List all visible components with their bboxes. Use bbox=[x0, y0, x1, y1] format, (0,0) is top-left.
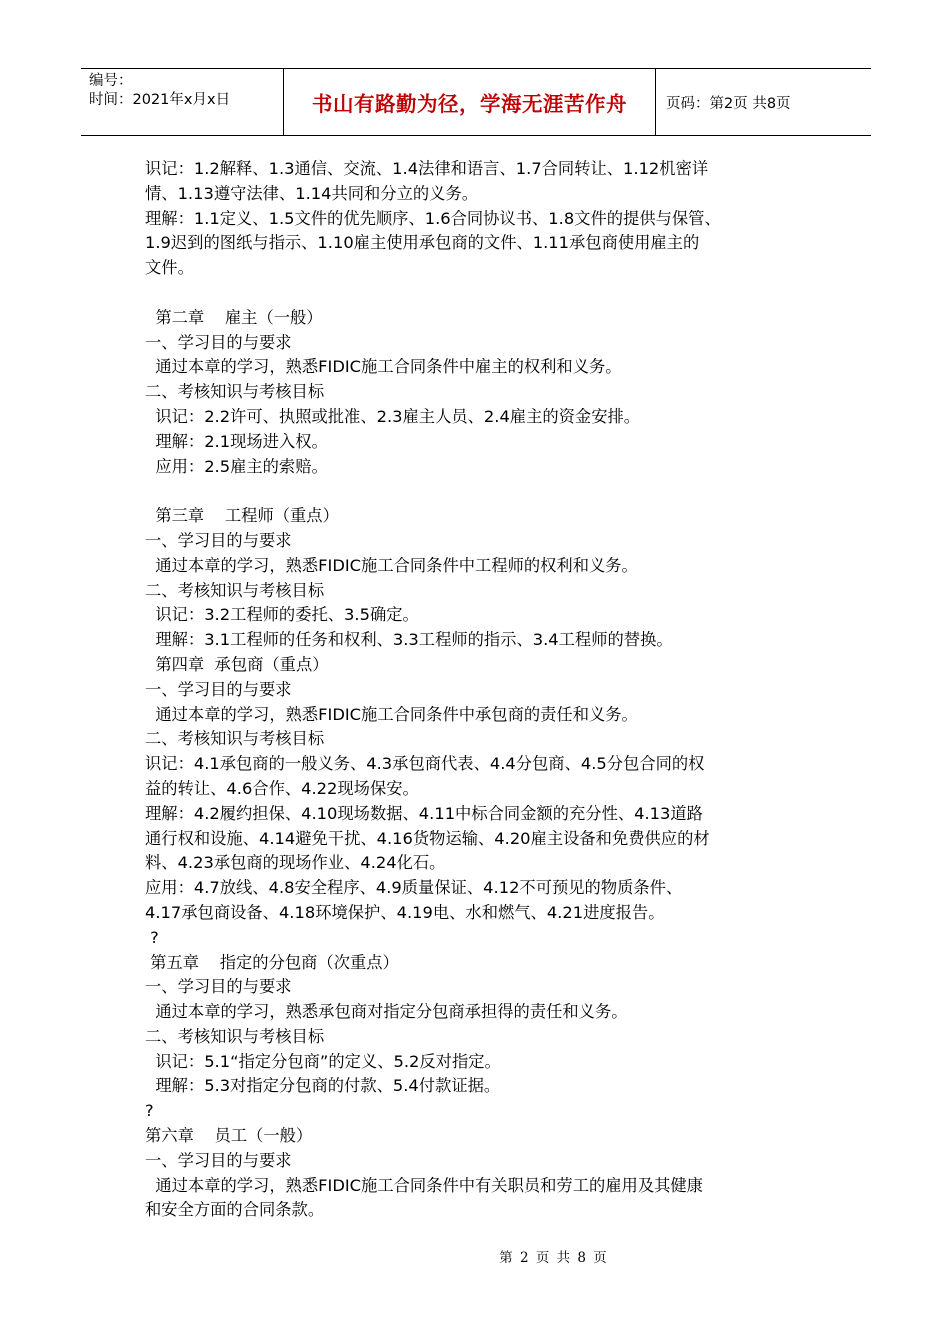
text-line: 第三章 工程师（重点） bbox=[145, 506, 339, 526]
header-page-cell bbox=[656, 69, 871, 135]
text-line: 识记：3.2工程师的委托、3.5确定。 bbox=[145, 605, 419, 625]
text-line: 4.17承包商设备、4.18环境保护、4.19电、水和燃气、4.21进度报告。 bbox=[145, 902, 665, 922]
text-line: 通过本章的学习，熟悉FIDIC施工合同条件中承包商的责任和义务。 bbox=[145, 704, 638, 724]
page-info: 页码：第2页 共8页 bbox=[666, 95, 791, 112]
text-line: 识记：2.2许可、执照或批准、2.3雇主人员、2.4雇主的资金安排。 bbox=[145, 406, 641, 426]
text-line: ? bbox=[145, 1101, 154, 1121]
footer-page-number: 第 2 页 共 8 页 bbox=[499, 1250, 607, 1266]
text-line: 二、考核知识与考核目标 bbox=[145, 729, 325, 749]
document-body bbox=[145, 157, 815, 1223]
text-line: 应用：2.5雇主的索赔。 bbox=[145, 456, 328, 476]
text-line: 第四章 承包商（重点） bbox=[145, 654, 329, 674]
text-line: 第六章 员工（一般） bbox=[145, 1126, 313, 1146]
text-line: 理解：4.2履约担保、4.10现场数据、4.11中标合同金额的充分性、4.13道路 bbox=[145, 803, 703, 823]
text-line: 文件。 bbox=[145, 258, 194, 278]
text-line: 第五章 指定的分包商（次重点） bbox=[145, 952, 399, 972]
text-line: 理解：1.1定义、1.5文件的优先顺序、1.6合同协议书、1.8文件的提供与保管、 bbox=[145, 208, 721, 228]
text-line: 识记：1.2解释、1.3通信、交流、1.4法律和语言、1.7合同转让、1.12机密详 bbox=[145, 159, 709, 178]
text-line: 应用：4.7放线、4.8安全程序、4.9质量保证、4.12不可预见的物质条件、 bbox=[145, 878, 683, 898]
text-line: 益的转让、4.6合作、4.22现场保安。 bbox=[145, 778, 419, 798]
text-line: 料、4.23承包商的现场作业、4.24化石。 bbox=[145, 853, 446, 873]
text-line: 一、学习目的与要求 bbox=[145, 332, 292, 352]
text-line: 一、学习目的与要求 bbox=[145, 679, 292, 699]
text-line: 二、考核知识与考核目标 bbox=[145, 1026, 325, 1046]
text-line: 一、学习目的与要求 bbox=[145, 530, 292, 550]
text-line: 识记：5.1“指定分包商”的定义、5.2反对指定。 bbox=[145, 1051, 501, 1071]
text-line: 通过本章的学习，熟悉FIDIC施工合同条件中雇主的权利和义务。 bbox=[145, 357, 622, 377]
text-line: 通过本章的学习，熟悉承包商对指定分包商承担得的责任和义务。 bbox=[145, 1002, 628, 1022]
text-line: ? bbox=[145, 927, 159, 947]
text-line: 二、考核知识与考核目标 bbox=[145, 580, 325, 600]
text-line: 理解：2.1现场进入权。 bbox=[145, 431, 328, 451]
time-label: 时间：2021年x月x日 bbox=[89, 92, 231, 108]
text-line: 1.9迟到的图纸与指示、1.10雇主使用承包商的文件、1.11承包商使用雇主的 bbox=[145, 233, 700, 253]
header-left-cell bbox=[81, 69, 284, 135]
text-line bbox=[145, 479, 815, 504]
text-line: 和安全方面的合同条款。 bbox=[145, 1200, 325, 1220]
text-line: 通过本章的学习，熟悉FIDIC施工合同条件中有关职员和劳工的雇用及其健康 bbox=[145, 1175, 703, 1195]
text-line: 理解：3.1工程师的任务和权利、3.3工程师的指示、3.4工程师的替换。 bbox=[145, 630, 673, 650]
text-line: 通过本章的学习，熟悉FIDIC施工合同条件中工程师的权利和义务。 bbox=[145, 555, 638, 575]
text-line: 一、学习目的与要求 bbox=[145, 1150, 292, 1170]
header-motto-cell bbox=[284, 69, 656, 135]
text-line: 通行权和设施、4.14避免干扰、4.16货物运输、4.20雇主设备和免费供应的材 bbox=[145, 828, 710, 848]
text-line: 情、1.13遵守法律、1.14共同和分立的义务。 bbox=[145, 183, 479, 203]
text-line: 第二章 雇主（一般） bbox=[145, 307, 323, 327]
page-footer bbox=[0, 1246, 950, 1266]
number-label: 编号： bbox=[89, 73, 133, 89]
text-line: 理解：5.3对指定分包商的付款、5.4付款证据。 bbox=[145, 1076, 501, 1096]
text-line: 识记：4.1承包商的一般义务、4.3承包商代表、4.4分包商、4.5分包合同的权 bbox=[145, 754, 705, 774]
text-line: 二、考核知识与考核目标 bbox=[145, 382, 325, 402]
text-line bbox=[145, 281, 815, 306]
text-line: 一、学习目的与要求 bbox=[145, 977, 292, 997]
motto-text: 书山有路勤为径，学海无涯苦作舟 bbox=[312, 92, 627, 116]
header-table bbox=[81, 68, 871, 136]
